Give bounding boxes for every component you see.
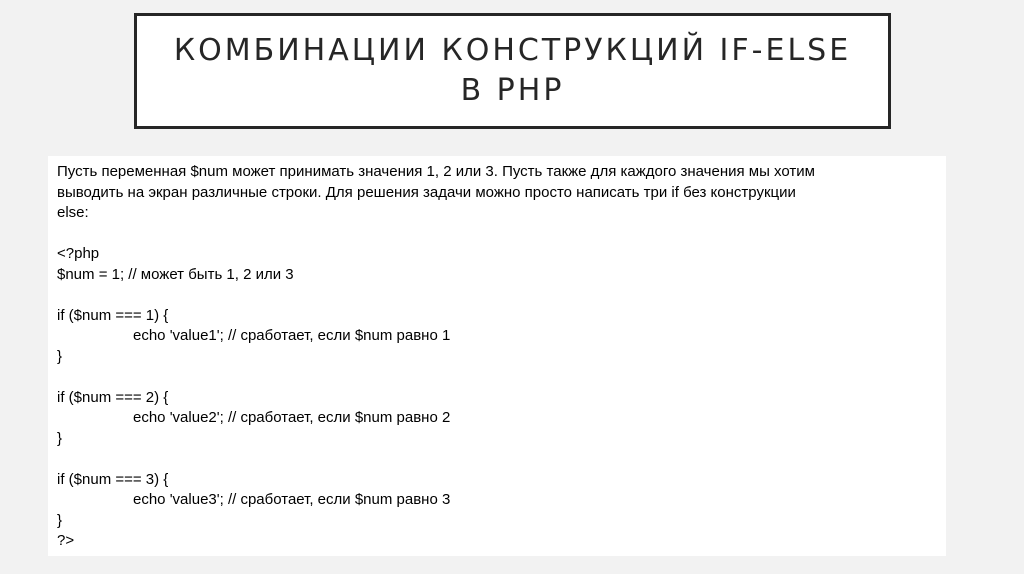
code-line-echo1: echo 'value1'; // сработает, если $num равно 1: [133, 327, 451, 344]
blank-line: [57, 224, 936, 245]
intro-text-line: выводить на экран различные строки. Для решения задачи можно просто написать три if без конструкции: [57, 183, 796, 201]
blank-line: [57, 449, 936, 470]
code-line-echo2: echo 'value2'; // сработает, если $num равно 2: [133, 409, 451, 426]
intro-text-line: else:: [57, 204, 89, 221]
code-line-if1: if ($num === 1) {: [57, 306, 169, 324]
code-line-echo3: echo 'value3'; // сработает, если $num равно 3: [133, 491, 451, 508]
code-line-assign: $num = 1; // может быть 1, 2 или 3: [57, 265, 294, 283]
blank-line: [57, 367, 936, 388]
code-line-if3: if ($num === 3) {: [57, 470, 169, 488]
code-line-close3: }: [57, 511, 63, 529]
slide-title-line1: КОМБИНАЦИИ КОНСТРУКЦИЙ IF-ELSE: [173, 33, 852, 68]
slide-title-box: [134, 13, 891, 129]
intro-text-line: Пусть переменная $num может принимать значения 1, 2 или 3. Пусть также для каждого значения мы хотим: [57, 163, 815, 180]
code-line-close2: }: [57, 429, 63, 447]
code-line-close1: }: [57, 347, 63, 365]
code-line-close-tag: ?>: [57, 532, 75, 549]
slide-title: [174, 31, 851, 111]
code-line-if2: if ($num === 2) {: [57, 388, 169, 406]
blank-line: [57, 285, 936, 306]
slide-title-line2: В PHP: [460, 73, 565, 108]
content-text-box: [48, 156, 946, 556]
code-line-open-tag: <?php: [57, 245, 100, 262]
